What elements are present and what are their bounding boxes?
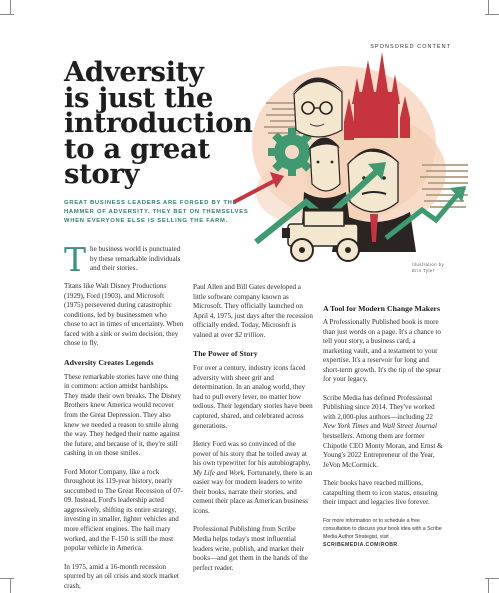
crop-mark (485, 578, 499, 579)
paragraph: Titans like Walt Disney Productions (1929), Ford (1903), and Microsoft (1975) persevered during catastrophic conditions, led by businessmen who chose to act in times of uncertainty. When faced with a sink or swim decision, they chose to fly. (64, 282, 184, 348)
paragraph: These remarkable stories have one thing in common: action amidst hardships. They made their own breaks. The Disney Brothers knew America would recover from the Great Depression. They also knew we needed a reason to smile along the way. They hedged their name against the future, and because of it, they're still cashing in on those smiles. (64, 372, 182, 458)
book-title: My Life and Work (193, 468, 244, 477)
drop-cap: T (64, 240, 87, 279)
deck-line: HAMMER OF ADVERSITY. THEY BET ON THEMSELVES (64, 209, 249, 215)
text-run: . Fortunately, there is an easier way for modern leaders to write their books, narrate their stories, and cement their place as American business icons. (193, 468, 313, 515)
text-run: Henry Ford was so convinced of the power of his story that he toiled away at his own typewriter for his autobiography, (193, 440, 311, 468)
paragraph: In 1975, amid a 16-month recession spurred by an oil crisis and stock market crash, (64, 562, 179, 590)
subheading: The Power of Story (193, 349, 258, 359)
illustration (226, 52, 480, 272)
headline-line: story (64, 158, 139, 190)
illustration-credit (412, 262, 444, 274)
cta-link[interactable]: SCRIBEMEDIA.COM/ROBR (323, 541, 398, 548)
deck-line: GREAT BUSINESS LEADERS ARE FORGED BY THE (64, 200, 238, 206)
text-run: Scribe Media has defined Professional Publishing since 2014. They've worked with 2,000-plus authors—including 22 (323, 393, 435, 421)
paragraph: Professional Publishing from Scribe Media helps today's most influential leaders write, publish, and market their books—and get them in the hands of the perfect reader. (193, 525, 308, 572)
headline (64, 56, 253, 190)
subheading: Adversity Creates Legends (64, 357, 154, 367)
text-run: Paul Allen and Bill Gates developed a little software company known as Microsoft. They officially launched on April 4, 1975, just days after the recession officially ended. Today, Microsoft is valued at over (193, 283, 313, 339)
paragraph (193, 283, 313, 340)
text-run: and (368, 422, 383, 431)
call-to-action (323, 517, 445, 549)
headline-line: is just the (64, 81, 213, 114)
credit-label: Illustration by (412, 262, 445, 267)
text-run: bestsellers. Among them are former Chipotle CEO Monty Moran, and Ernst & Young's 2022 Entrepreneur of the Year, JeVon McCormick. (323, 432, 443, 469)
crop-mark (488, 0, 489, 14)
crop-mark (10, 579, 11, 593)
paragraph (323, 394, 445, 470)
paragraph: A Professionally Published book is more than just words on a page. It's a chance to tell your story, a business card, a marketing vault, and a testament to your expertise. It's a reservoir for long and short-term growth. It's the tip of the spear for your legacy. (323, 318, 441, 384)
sponsored-label: SPONSORED CONTENT (370, 44, 451, 50)
publication-name: Wall Street Journal (382, 422, 437, 431)
article-column-1 (64, 240, 184, 593)
crop-mark (485, 14, 499, 15)
crop-mark (488, 579, 489, 593)
subheading: A Tool for Modern Change Makers (323, 304, 441, 313)
crop-mark (0, 14, 14, 15)
cta-text: For more information or to schedule a free consultation to discuss your book idea with a Scribe Media Author Strategist, visit (323, 517, 442, 540)
crop-mark (10, 0, 11, 14)
text-run: . (263, 330, 266, 339)
paragraph: For over a century, industry icons faced adversity with sheer grit and determination. In an analog world, they had to pull every lever, no matter how tedious. Their legendary stories have been captured, shared, and celebrated across generations. (193, 364, 313, 430)
crop-mark (0, 578, 14, 579)
paragraph (193, 440, 313, 516)
credit-name: Erin Tyler (412, 268, 435, 273)
paragraph: Ford Motor Company, like a rock throughout its 119-year history, nearly succumbed to The Great Recession of 07-09. Instead, Ford's leadership acted aggressively, shifting its entire strategy, investing in smaller, lighter vehicles and more efficient engines. The hail mary worked, and the F-150 is still the most popular vehicle in America. (64, 467, 183, 553)
cta-text-end: . (397, 541, 400, 548)
headline-line: Adversity (64, 56, 204, 88)
publication-name: New York Times (323, 422, 369, 431)
intro-text: he business world is punctuated by these remarkable individuals and their stories. (90, 245, 181, 273)
article-column-2 (193, 283, 313, 582)
paragraph: Their books have reached millions, catapulting them to icon status, ensuring their impact and legacies live forever. (323, 479, 438, 507)
deck-line: WHEN EVERYONE ELSE IS SELLING THE FARM. (64, 218, 228, 224)
headline-line: introduction (64, 107, 253, 139)
intro-paragraph (64, 240, 184, 279)
headline-line: to a great (64, 132, 210, 165)
article-column-3 (323, 304, 445, 549)
emphasis: $2 trillion (234, 330, 264, 339)
